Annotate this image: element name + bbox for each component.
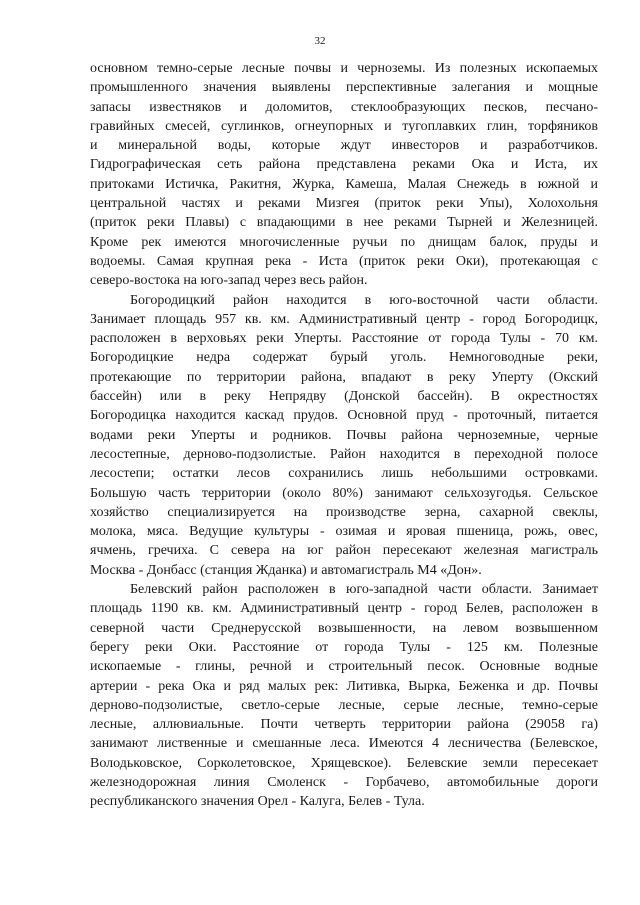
- page-number: 32: [314, 35, 326, 47]
- text-line: запасы известняков и доломитов, стеклообразующих песков, песчано-: [90, 99, 598, 115]
- text-line: дерново-подзолистые, светло-серые лесные, серые лесные, темно-серые: [90, 697, 598, 713]
- text-line: Гидрографическая сеть района представлена реками Ока и Иста, их: [90, 157, 598, 173]
- text-line: железнодорожная линия Смоленск - Горбачево, автомобильные дороги: [90, 774, 598, 790]
- body-text: [90, 59, 598, 812]
- text-line: Богородицкие недра содержат бурый уголь. Немноговодные реки,: [90, 350, 598, 366]
- text-line: притоками Истичка, Ракитня, Журка, Камеша, Малая Снежедь в южной и: [90, 176, 598, 192]
- text-line: Большую часть территории (около 80%) занимают сельхозугодья. Сельское: [90, 485, 598, 501]
- text-line: северо-востока на юго-запад через весь район.: [90, 273, 368, 289]
- text-line: основном темно-серые лесные почвы и черноземы. Из полезных ископаемых: [90, 61, 598, 76]
- text-line: бассейн) или в реку Непрядву (Донской бассейн). В окрестностях: [90, 389, 598, 405]
- text-line: центральной частях и реками Мизгея (приток реки Упы), Холохольня: [90, 196, 598, 212]
- text-line: Володьковское, Сорколетовское, Хрящевское). Белевские земли пересекает: [90, 755, 598, 771]
- text-line: хозяйство специализируется на производстве зерна, сахарной свеклы,: [90, 504, 598, 520]
- text-line: площадь 1190 кв. км. Административный центр - город Белев, расположен в: [90, 601, 598, 617]
- text-line: лесостепные, дерново-подзолистые. Район находится в переходной полосе: [90, 446, 598, 462]
- text-line: ячмень, гречиха. С севера на юг район пересекают железная магистраль: [90, 543, 598, 559]
- text-line: (приток реки Плавы) с впадающими в нее реками Тырней и Железницей.: [90, 215, 598, 231]
- text-line: северной части Среднерусской возвышенности, на левом возвышенном: [90, 620, 598, 636]
- text-line: водоемы. Самая крупная река - Иста (приток реки Оки), протекающая с: [90, 253, 598, 269]
- text-line: Занимает площадь 957 кв. км. Административный центр - город Богородицк,: [90, 311, 598, 327]
- text-line: Москва - Донбасс (станция Жданка) и автомагистраль М4 «Дон».: [90, 562, 482, 578]
- text-line: занимают лиственные и смешанные леса. Имеются 4 лесничества (Белевское,: [90, 736, 598, 752]
- text-line: лесные, аллювиальные. Почти четверть территории района (29058 га): [90, 717, 598, 733]
- text-line: Кроме рек имеются многочисленные ручьи по днищам балок, пруды и: [90, 234, 598, 250]
- text-line: берегу реки Оки. Расстояние от города Тулы - 125 км. Полезные: [90, 639, 598, 655]
- text-line: артерии - река Ока и ряд малых рек: Литивка, Вырка, Беженка и др. Почвы: [90, 678, 598, 694]
- text-line: гравийных смесей, суглинков, огнеупорных и тугоплавких глин, торфяников: [90, 118, 598, 134]
- text-line: и минеральной воды, которые ждут инвесторов и разработчиков.: [90, 138, 598, 154]
- text-line: Богородицкий район находится в юго-восточной части области.: [130, 292, 598, 308]
- text-line: лесостепи; остатки лесов сохранились лишь небольшими островками.: [90, 466, 598, 482]
- text-line: ископаемые - глины, речной и строительный песок. Основные водные: [90, 659, 598, 675]
- text-line: расположен в верховьях реки Уперты. Расстояние от города Тулы - 70 км.: [90, 331, 598, 347]
- text-line: Белевский район расположен в юго-западной части области. Занимает: [130, 582, 598, 598]
- text-line: молока, мяса. Ведущие культуры - озимая и яровая пшеница, рожь, овес,: [90, 524, 598, 540]
- text-line: промышленного значения выявлены перспективные залегания и мощные: [90, 80, 598, 96]
- text-line: протекающие по территории района, впадают в реку Уперту (Окский: [90, 369, 598, 385]
- text-line: Богородицка находится каскад прудов. Основной пруд - проточный, питается: [90, 408, 598, 424]
- text-line: республиканского значения Орел - Калуга, Белев - Тула.: [90, 794, 425, 810]
- text-line: водами реки Уперты и родников. Почвы района черноземные, черные: [90, 427, 598, 443]
